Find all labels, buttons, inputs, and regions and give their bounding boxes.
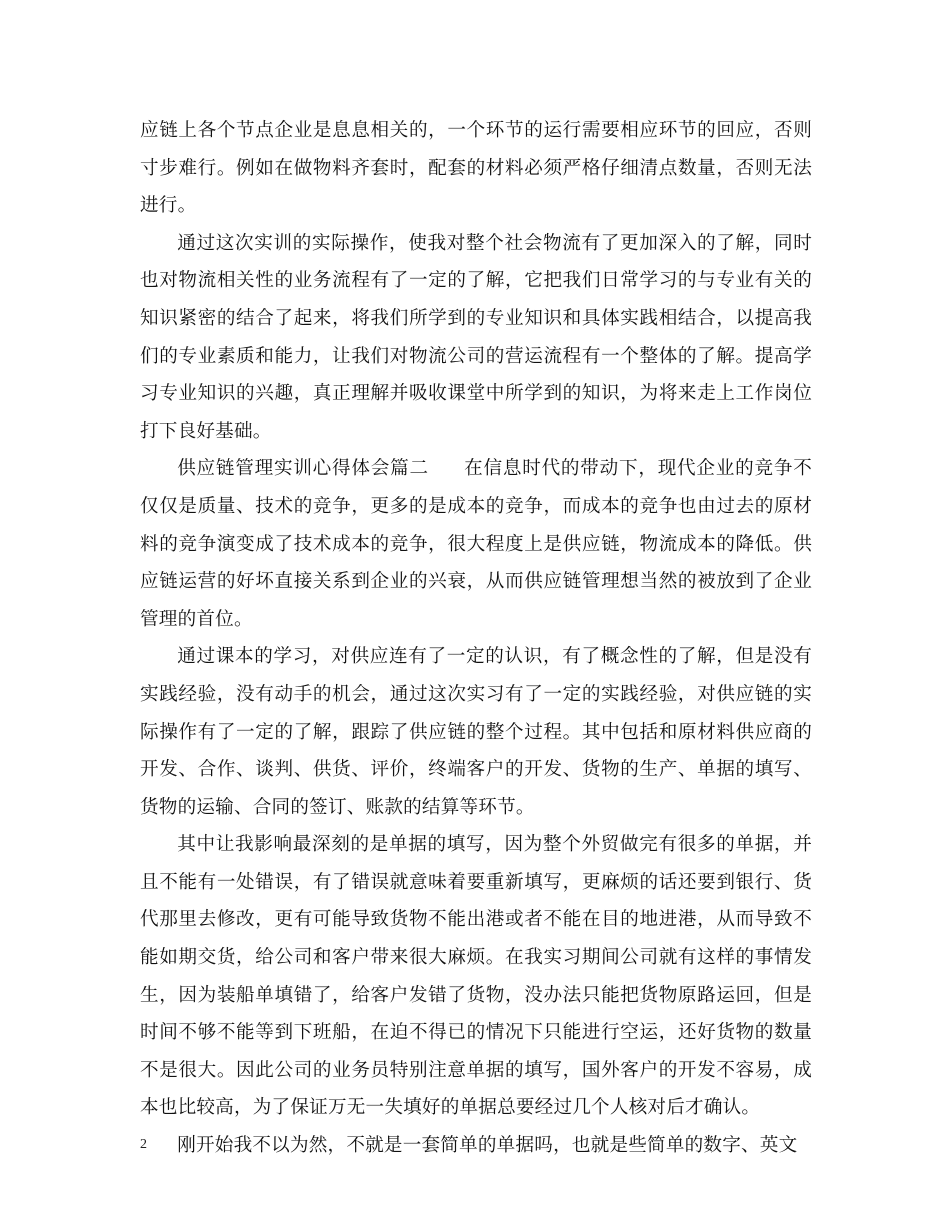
paragraph-5 bbox=[140, 826, 812, 1127]
section-heading: 供应链管理实训心得体会篇二 bbox=[177, 458, 429, 480]
page-number: 2 bbox=[140, 1137, 147, 1152]
paragraph-6 bbox=[140, 1127, 812, 1165]
paragraph-2 bbox=[140, 225, 812, 451]
paragraph-1-text: 应链上各个节点企业是息息相关的，一个环节的运行需要相应环节的回应，否则寸步难行。例如在做物料齐套时，配套的材料必须严格仔细清点数量，否则无法进行。 bbox=[140, 120, 812, 217]
paragraph-4-text: 通过课本的学习，对供应连有了一定的认识，有了概念性的了解，但是没有实践经验，没有动手的机会，通过这次实习有了一定的实践经验，对供应链的实际操作有了一定的了解，跟踪了供应链的整个过程。其中包括和原材料供应商的开发、合作、谈判、供货、评价，终端客户的开发、货物的生产、单据的填写、货物的运输、合同的签订、账款的结算等环节。 bbox=[140, 646, 812, 818]
paragraph-2-text: 通过这次实训的实际操作，使我对整个社会物流有了更加深入的了解，同时也对物流相关性的业务流程有了一定的了解，它把我们日常学习的与专业有关的知识紧密的结合了起来，将我们所学到的专业知识和具体实践相结合，以提高我们的专业素质和能力，让我们对物流公司的营运流程有一个整体的了解。提高学习专业知识的兴趣，真正理解并吸收课堂中所学到的知识，为将来走上工作岗位打下良好基础。 bbox=[140, 232, 812, 442]
paragraph-6-text: 刚开始我不以为然，不就是一套简单的单据吗，也就是些简单的数字、英文 bbox=[177, 1135, 798, 1157]
paragraph-4 bbox=[140, 638, 812, 826]
paragraph-1 bbox=[140, 112, 812, 225]
paragraph-5-text: 其中让我影响最深刻的是单据的填写，因为整个外贸做完有很多的单据，并且不能有一处错误，有了错误就意味着要重新填写，更麻烦的话还要到银行、货代那里去修改，更有可能导致货物不能出港或者不能在目的地进港，从而导致不能如期交货，给公司和客户带来很大麻烦。在我实习期间公司就有这样的事情发生，因为装船单填错了，给客户发错了货物，没办法只能把货物原路运回，但是时间不够不能等到下班船，在迫不得已的情况下只能进行空运，还好货物的数量不是很大。因此公司的业务员特别注意单据的填写，国外客户的开发不容易，成本也比较高，为了保证万无一失填好的单据总要经过几个人核对后才确认。 bbox=[140, 834, 812, 1119]
paragraph-3 bbox=[140, 450, 812, 638]
body-text bbox=[140, 112, 812, 1165]
paragraph-3-text: 在信息时代的带动下，现代企业的竞争不仅仅是质量、技术的竞争，更多的是成本的竞争，而成本的竞争也由过去的原材料的竞争演变成了技术成本的竞争，很大程度上是供应链，物流成本的降低。供应链运营的好坏直接关系到企业的兴衰，从而供应链管理想当然的被放到了企业管理的首位。 bbox=[140, 458, 812, 630]
